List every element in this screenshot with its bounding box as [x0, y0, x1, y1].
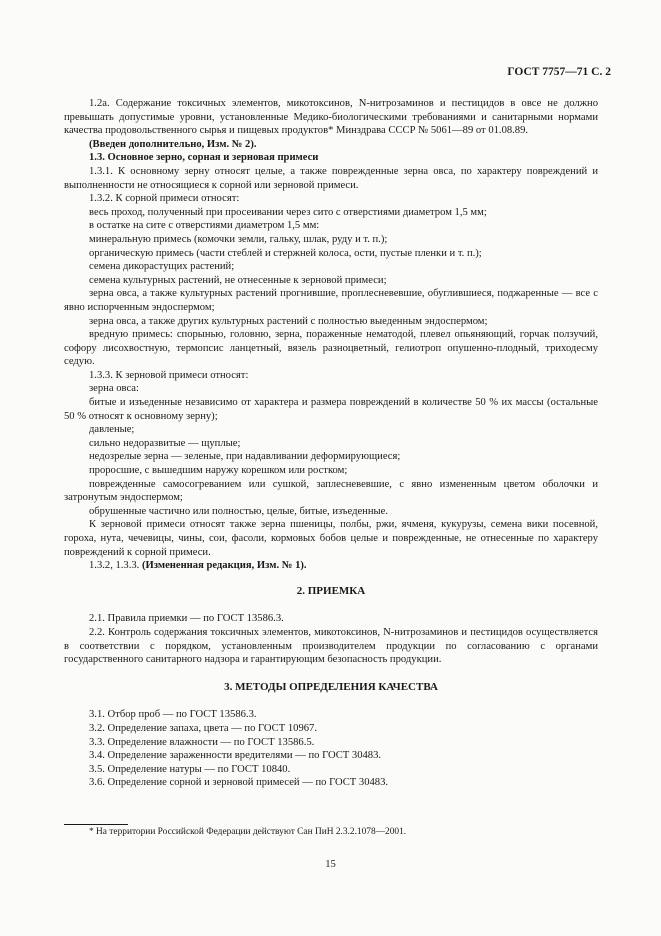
section-title-methods: 3. МЕТОДЫ ОПРЕДЕЛЕНИЯ КАЧЕСТВА — [224, 680, 438, 693]
paragraph-3-4: 3.4. Определение зараженности вредителями — по ГОСТ 30483. — [89, 750, 382, 762]
revision-label: (Измененная редакция, Изм. № 1). — [141, 560, 307, 572]
list-item: минеральную примесь (комочки земли, гальку, шлак, руду и т. п.); — [89, 233, 388, 245]
list-item: органическую примесь (части стеблей и стержней колоса, ости, пустые пленки и т. п.); — [89, 247, 482, 259]
list-item: битые и изъеденные независимо от характера и размера повреждений в количестве 50 % их массы (остальные 50 % относят к основному зерну); — [64, 397, 598, 422]
list-item: семена дикорастущих растений; — [89, 261, 235, 273]
list-item: недозрелые зерна — зеленые, при надавливании деформирующиеся; — [89, 451, 401, 463]
list-item: зерна овса: — [89, 383, 139, 395]
list-item: семена культурных растений, не отнесенные к зерновой примеси; — [89, 274, 387, 286]
paragraph-3-2: 3.2. Определение запаха, цвета — по ГОСТ 10967. — [89, 722, 317, 734]
footnote: * На территории Российской Федерации действуют Сан ПиН 2.3.2.1078—2001. — [89, 827, 407, 837]
paragraph-1-2a: 1.2а. Содержание токсичных элементов, микотоксинов, N-нитрозаминов и пестицидов в овсе не должно превышать допустимые уровни, установленные Медико-биологическими требованиями и санитарными нормами качества продовольственного сырья и пищевых продуктов* Минздрава СССР № 5061—89 от 01.08.89. — [64, 98, 598, 137]
paragraph-1-3-3: 1.3.3. К зерновой примеси относят: — [89, 369, 249, 381]
list-item: в остатке на сите с отверстиями диаметром 1,5 мм: — [89, 220, 320, 232]
page-header: ГОСТ 7757—71 С. 2 — [507, 66, 611, 78]
list-item: поврежденные самосогреванием или сушкой, заплесневевшие, с явно измененным цветом оболочки и затронутым эндоспермом; — [64, 478, 598, 504]
subsection-heading-1-3: 1.3. Основное зерно, сорная и зерновая примеси — [89, 152, 319, 164]
document-body — [64, 97, 598, 790]
paragraph-2-1: 2.1. Правила приемки — по ГОСТ 13586.3. — [89, 613, 284, 625]
list-item: сильно недоразвитые — щуплые; — [89, 437, 241, 449]
revision-note — [64, 559, 598, 573]
amendment-note: (Введен дополнительно, Изм. № 2). — [89, 138, 257, 150]
list-item: вредную примесь: спорынью, головню, зерна, пораженные нематодой, плевел опьяняющий, горчак ползучий, софору лисохвостную, термопсис ланцетный, вязель разноцветный, гелиотроп опушенно-плодный, триходесму седую. — [64, 329, 598, 368]
section-title-acceptance: 2. ПРИЕМКА — [296, 584, 366, 597]
paragraph-3-3: 3.3. Определение влажности — по ГОСТ 13586.5. — [89, 736, 315, 748]
list-item: зерна овса, а также других культурных растений с полностью выеденным эндоспермом; — [89, 315, 488, 327]
paragraph-grain-impurity: К зерновой примеси относят также зерна пшеницы, полбы, ржи, ячменя, кукурузы, семена вики посевной, гороха, нута, чечевицы, чины, сои, фасоли, кормовых бобов целые и поврежденные, не отнесенные по характеру повреждений к сорной примеси. — [64, 519, 598, 558]
paragraph-3-1: 3.1. Отбор проб — по ГОСТ 13586.3. — [89, 709, 257, 721]
list-item: весь проход, полученный при просеивании через сито с отверстиями диаметром 1,5 мм; — [89, 206, 487, 218]
list-item: зерна овса, а также культурных растений прогнившие, проплесневевшие, обуглившиеся, поджаренные — все с явно испорченным эндоспермом; — [64, 288, 598, 313]
paragraph-1-3-1: 1.3.1. К основному зерну относят целые, а также поврежденные зерна овса, по характеру повреждений и выполненности не относящиеся к сорной или зерновой примеси. — [64, 165, 598, 191]
list-item: давленые; — [89, 424, 135, 436]
paragraph-1-3-2: 1.3.2. К сорной примеси относят: — [89, 193, 240, 205]
page-number: 15 — [325, 859, 336, 870]
paragraph-3-5: 3.5. Определение натуры — по ГОСТ 10840. — [89, 763, 291, 775]
paragraph-3-6: 3.6. Определение сорной и зерновой примесей — по ГОСТ 30483. — [89, 777, 389, 789]
list-item: проросшие, с вышедшим наружу корешком или ростком; — [89, 465, 348, 477]
paragraph-2-2: 2.2. Контроль содержания токсичных элементов, микотоксинов, N-нитрозаминов и пестицидов осуществляется в соответствии с порядком, установленным производителем продукции по согласованию с органами государственного санитарного надзора и гарантирующим безопасность продукции. — [64, 626, 598, 666]
list-item: обрушенные частично или полностью, целые, битые, изъеденные. — [89, 505, 388, 517]
revision-numbers: 1.3.2, 1.3.3. — [89, 560, 140, 572]
footnote-divider — [64, 824, 128, 825]
